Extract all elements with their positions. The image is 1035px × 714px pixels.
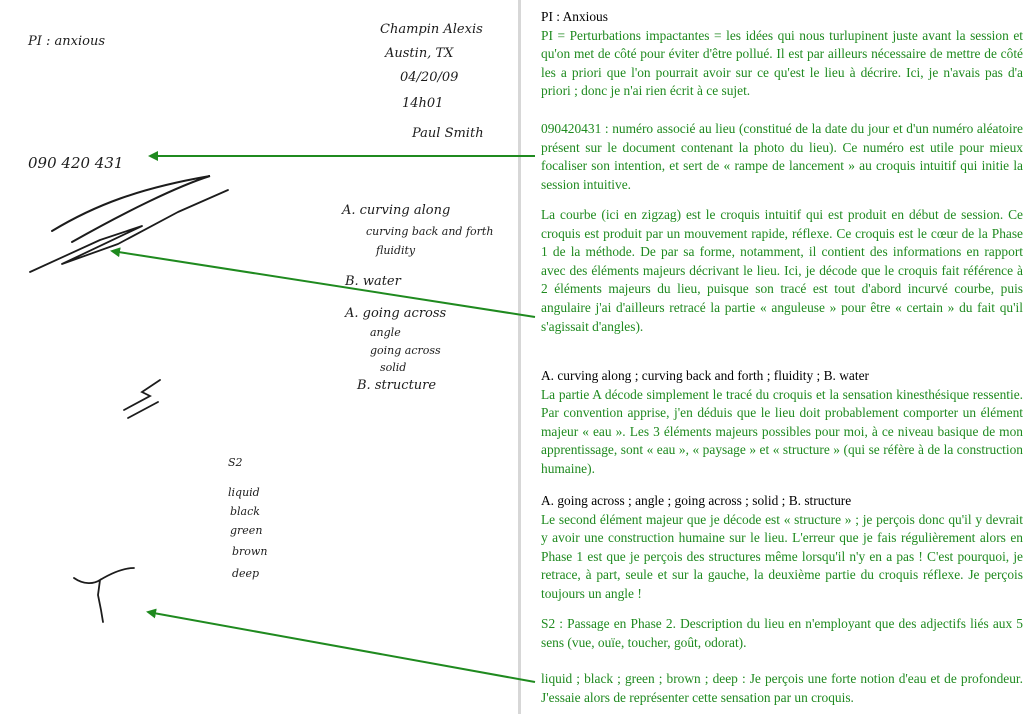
handwritten-a1-line4: B. water	[345, 274, 401, 289]
handwritten-s2: S2	[228, 456, 243, 469]
note-pi-heading: PI : Anxious	[541, 9, 608, 24]
arrow-to-sketch	[112, 251, 535, 317]
handwritten-city: Austin, TX	[385, 46, 454, 61]
handwritten-a2-line2: angle	[370, 326, 401, 339]
arrow-to-depth-sketch	[148, 612, 535, 682]
note-number-body: 090420431 : numéro associé au lieu (constitué de la date du jour et d'un numéro aléatoire présent sur le document contenant la photo du lieu). Ce numéro est utile pour mieux focaliser son intention, et sert de « rampe de lancement » au croquis intuitif qui initie la session intuitive.	[541, 121, 1023, 192]
handwritten-signature: Paul Smith	[412, 126, 484, 141]
handwritten-a1-line2: curving back and forth	[366, 225, 494, 238]
handwritten-a2-line1: A. going across	[345, 306, 447, 321]
handwritten-name: Champin Alexis	[380, 22, 483, 37]
handwritten-target-number: 090 420 431	[28, 154, 124, 172]
handwritten-adj-brown: brown	[232, 545, 268, 558]
handwritten-a1-line3: fluidity	[376, 244, 416, 257]
handwritten-time: 14h01	[402, 96, 444, 111]
note-adjectives-body: liquid ; black ; green ; brown ; deep : Je perçois une forte notion d'eau et de profondeur. J'essaie alors de représenter cette sensation par un croquis.	[541, 671, 1023, 705]
note-s2-body: S2 : Passage en Phase 2. Description du lieu en n'employant que des adjectifs liés aux 5 sens (vue, ouïe, toucher, goût, odorat).	[541, 616, 1023, 650]
handwritten-a2-line3: going across	[370, 344, 441, 357]
handwritten-adj-black: black	[230, 505, 260, 518]
note-pi-body: PI = Perturbations impactantes = les idées qui nous turlupinent juste avant la session et qu'on met de côté pour éviter d'être pollué. Il est par ailleurs nécessaire de mettre de côté les a priori que l'on pourrait avoir sur ce qu'est le lieu à décrire. Ici, je n'avais pas d'a priori ; donc je n'ai rien écrit à ce sujet.	[541, 27, 1023, 99]
handwritten-adj-liquid: liquid	[228, 486, 260, 499]
handwritten-pi-label: PI : anxious	[28, 34, 106, 49]
note-a2-heading: A. going across ; angle ; going across ; solid ; B. structure	[541, 493, 852, 508]
note-a1-body: La partie A décode simplement le tracé du croquis et la sensation kinesthésique ressentie. Par convention apprise, j'en déduis que le lieu doit probablement comporter un élément majeur « eau ». Les 3 éléments majeurs possibles pour moi, à ce niveau basique de mon apprentissage, sont « eau », « paysage » et « structure » (qui se réfère à de la construction humaine).	[541, 386, 1023, 476]
note-a1-heading: A. curving along ; curving back and forth ; fluidity ; B. water	[541, 368, 869, 383]
handwritten-a2-line4: solid	[380, 361, 407, 374]
note-a2-body: Le second élément majeur que je décode est « structure » ; je perçois donc qu'il y devrait y avoir une construction humaine sur le lieu. L'erreur que je fais régulièrement alors en Phase 1 est que je perçois des structures même lorsqu'il n'y en a pas ! C'est pourquoi, je retrace, à part, seule et sur la gauche, la deuxième partie du croquis réflexe. Je perçois toujours un angle !	[541, 511, 1023, 601]
handwritten-adj-deep: deep	[232, 567, 260, 580]
handwritten-adj-green: green	[230, 524, 263, 537]
handwritten-date: 04/20/09	[400, 70, 459, 85]
handwritten-a2-line5: B. structure	[357, 378, 437, 393]
note-curve-body: La courbe (ici en zigzag) est le croquis intuitif qui est produit en début de session. Ce croquis est produit par un mouvement rapide, réflexe. Ce croquis est le cœur de la Phase 1 de la méthode. De par sa forme, notamment, il contient des informations en rapport avec des éléments majeurs décrivant le lieu. Ici, je décode que le croquis fait référence à 2 éléments majeurs du lieu, puisque son tracé est tout d'abord incurvé courbe, puis angulaire j'ai d'ailleurs retracé la partie « anguleuse » pour être « certain » du fait qu'il s'agissait d'angles).	[541, 207, 1023, 334]
handwritten-a1-line1: A. curving along	[342, 203, 451, 218]
